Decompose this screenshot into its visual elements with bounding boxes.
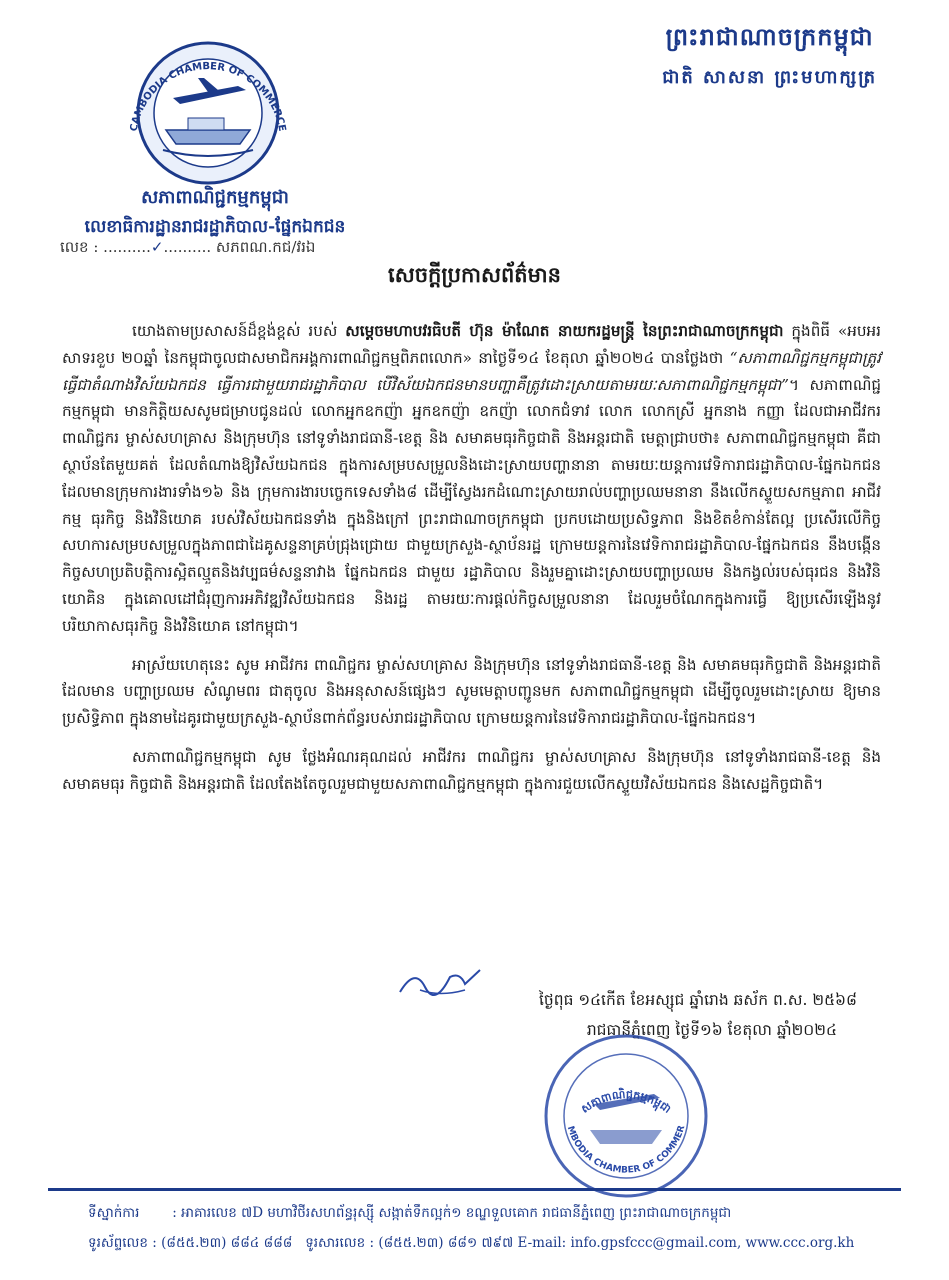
kingdom-header	[662, 22, 877, 92]
quoted-statement: “សភាពាណិជ្ជកម្មកម្ពុជាត្រូវធ្វើជាតំណាងវិស័យឯកជន ធ្វើការជាមួយរាជរដ្ឋាភិបាល បើវិស័យឯកជនមានបញ្ហាគឺត្រូវដោះស្រាយតាមរយៈសភាពាណិជ្ជកម្មកម្ពុជា”	[62, 348, 881, 394]
reference-dots-right: ..........	[163, 238, 212, 256]
prime-minister-name: សម្តេចមហាបវរធិបតី ហ៊ុន ម៉ាណែត នាយករដ្ឋមន្រ្តី នៃព្រះរាជាណាចក្រកម្ពុជា	[345, 322, 784, 340]
svg-text:CAMBODIA CHAMBER OF COMMERCE: MBODIA CHAMBER OF COMMER	[564, 1124, 688, 1176]
reference-number	[60, 238, 315, 260]
lunar-date: ថ្ងៃពុធ ១៤កើត ខែអស្សុជ ឆ្នាំរោង ឆស័ក ព.ស. ២៥៦៨	[538, 991, 857, 1009]
paragraph-1-body: ។ សភាពាណិជ្ជកម្មកម្ពុជា មានកិត្តិយសសូមជម្រាបជូនដល់ លោកអ្នកឧកញ៉ា អ្នកឧកញ៉ា ឧកញ៉ា លោកជំទាវ លោក លោកស្រី អ្នកនាង កញ្ញា ដែលជាអាជីវករ ពាណិជ្ជករ ម្ចាស់សហគ្រាស និងក្រុមហ៊ុន នៅទូទាំងរាជធានី-ខេត្ត និង សមាគមធុរកិច្ចជាតិ និងអន្តរជាតិ មេត្តាជ្រាបថា៖ សភាពាណិជ្ជកម្មកម្ពុជា គឺជាស្ថាប័នតែមួយគត់ ដែលតំណាងឱ្យវិស័យឯកជន ក្នុងការសម្របសម្រួលនិងដោះស្រាយបញ្ហានានា តាមរយៈយន្តការវេទិការាជរដ្ឋាភិបាល-ផ្នែកឯកជន ដែលមានក្រុមការងារទាំង១៦ និង ក្រុមការងារបច្ចេកទេសទាំង៨ ដើម្បីស្វែងរកដំណោះស្រាយរាល់បញ្ហាប្រឈមនានា នឹងលើកស្ទួយសកម្មភាព អាជីវកម្ម ធុរកិច្ច និងវិនិយោគ របស់វិស័យឯកជនទាំង ក្នុងនិងក្រៅ ព្រះរាជាណាចក្រកម្ពុជា ប្រកបដោយប្រសិទ្ធភាព និងខិតខំកាន់តែល្អ ប្រសើរលើកិច្ចសហការសម្របសម្រួលក្នុងភាពជាដៃគូសន្ទនាគ្រប់ជ្រុងជ្រោយ ជាមួយក្រសួង-ស្ថាប័នរដ្ឋ ក្រោមយន្តការនៃវេទិការាជរដ្ឋាភិបាល-ផ្នែកឯកជន នឹងបង្កើនកិច្ចសហប្រតិបត្តិការស្អិតល្មួតនិងវប្បធម៌សន្ទនាវាង ផ្នែកឯកជន ជាមួយ រដ្ឋាភិបាល និងរួមគ្នាដោះស្រាយបញ្ហាប្រឈម និងកង្វល់របស់ធុរជន និងវិនិយោគិន ក្នុងគោលដៅជំរុញការអភិវឌ្ឍវិស័យឯកជន និងរដ្ឋ តាមរយៈការផ្តល់កិច្ចសម្រួលនានា ដែលរួមចំណែកក្នុងការធ្វើ ឱ្យប្រសើរឡើងនូវបរិយាកាសធុរកិច្ច និងវិនិយោគ នៅកម្ពុជា។	[62, 375, 882, 635]
footer-contacts	[88, 1228, 854, 1258]
signature	[395, 962, 485, 1002]
paragraph-1	[62, 318, 881, 640]
fax-label: ទូរសារលេខ :	[305, 1235, 375, 1251]
kingdom-title: ព្រះរាជាណាចក្រកម្ពុជា	[665, 22, 874, 51]
organization-department: លេខាធិការដ្ឋានរាជរដ្ឋាភិបាល-ផ្នែកឯកជន	[84, 217, 346, 237]
footer-address	[88, 1198, 854, 1228]
paragraph-3: សភាពាណិជ្ជកម្មកម្ពុជា សូម ថ្លែងអំណរគុណដល់ អាជីវករ ពាណិជ្ជករ ម្ចាស់សហគ្រាស និងក្រុមហ៊ុន នៅទូទាំងរាជធានី-ខេត្ត និងសមាគមធុរ កិច្ចជាតិ និងអន្តរជាតិ ដែលតែងតែចូលរួមជាមួយសភាពាណិជ្ជកម្មកម្ពុជា ក្នុងការជួយលើកស្ទួយវិស័យឯកជន និងសេដ្ឋកិច្ចជាតិ។	[62, 747, 881, 793]
document-title: សេចក្តីប្រកាសព័ត៌មាន	[388, 262, 561, 287]
phone-value: (៨៥៥.២៣) ៨៨៤ ៨៨៨	[161, 1235, 293, 1251]
svg-text:CAMBODIA CHAMBER OF COMMERCE: CAMBODIA CHAMBER OF COMMERCE	[128, 61, 288, 133]
reference-code: សភពណ.កជ/វរឯ	[215, 238, 316, 256]
footer-divider	[48, 1188, 901, 1191]
organization-block	[80, 185, 350, 241]
reference-label: លេខ :	[60, 238, 99, 256]
footer	[88, 1198, 854, 1258]
phone-label: ទូរស័ព្ទលេខ :	[88, 1235, 157, 1251]
paragraph-1-event: ក្នុងពិធី «អបអរសាទរខួប ២០ឆ្នាំ នៃកម្ពុជាចូលជាសមាជិកអង្គការពាណិជ្ជកម្មពិភពលោក» នាថ្ងៃទី១៤ ខែតុលា ឆ្នាំ២០២៤ បានថ្លែងថា	[62, 322, 881, 367]
organization-name: សភាពាណិជ្ជកម្មកម្ពុជា	[141, 187, 289, 208]
solar-date: រាជធានីភ្នំពេញ ថ្ងៃទី១៦ ខែតុលា ឆ្នាំ២០២៤	[586, 1021, 837, 1039]
paragraph-2: អាស្រ័យហេតុនេះ សូម អាជីវករ ពាណិជ្ជករ ម្ចាស់សហគ្រាស និងក្រុមហ៊ុន នៅទូទាំងរាជធានី-ខេត្ត និង សមាគមធុរកិច្ចជាតិ និងអន្តរជាតិ ដែលមាន បញ្ហាប្រឈម សំណូមពរ ជាតុចូល និងអនុសាសន៍ផ្សេងៗ សូមមេត្តាបញ្ជូនមក សភាពាណិជ្ជកម្មកម្ពុជា ដើម្បីចូលរួមដោះស្រាយ ឱ្យមានប្រសិទ្ធិភាព ក្នុងនាមដៃគូរជាមួយក្រសួង-ស្ថាប័នពាក់ព័ន្ធរបស់រាជរដ្ឋាភិបាល ក្រោមយន្តការនៃវេទិការាជរដ្ឋាភិបាល-ផ្នែកឯកជន។	[62, 655, 881, 728]
svg-text:សភាពាណិជ្ជកម្មកម្ពុជា: សភាពាណិជ្ជកម្មកម្ពុជា	[578, 1087, 674, 1116]
paragraph-1-intro: យោងតាមប្រសាសន៍ដ៏ខ្ពង់ខ្ពស់ របស់	[132, 322, 346, 340]
chamber-logo	[118, 38, 298, 188]
kingdom-motto: ជាតិ សាសនា ព្រះមហាក្សត្រ	[662, 67, 877, 88]
address-label: ទីស្នាក់ការ	[88, 1205, 140, 1221]
email-link[interactable]: E-mail: info.gpsfccc@gmail.com, www.ccc.org.kh	[517, 1235, 855, 1251]
address-value: : អាគារលេខ ៧D មហាវិថីរសហព័ន្ធរុស្ស៊ី សង្កាត់ទឹកល្អក់១ ខណ្ឌទួលគោក រាជធានីភ្នំពេញ ព្រះរាជាណាចក្រកម្ពុជា	[172, 1205, 732, 1221]
document-body	[62, 318, 881, 810]
official-seal	[542, 1032, 710, 1200]
reference-dots-left: ..........	[103, 238, 151, 256]
checkmark-icon: ✓	[150, 238, 164, 256]
fax-value: (៨៥៥.២៣) ៨៨១ ៧៩៧	[378, 1235, 514, 1251]
